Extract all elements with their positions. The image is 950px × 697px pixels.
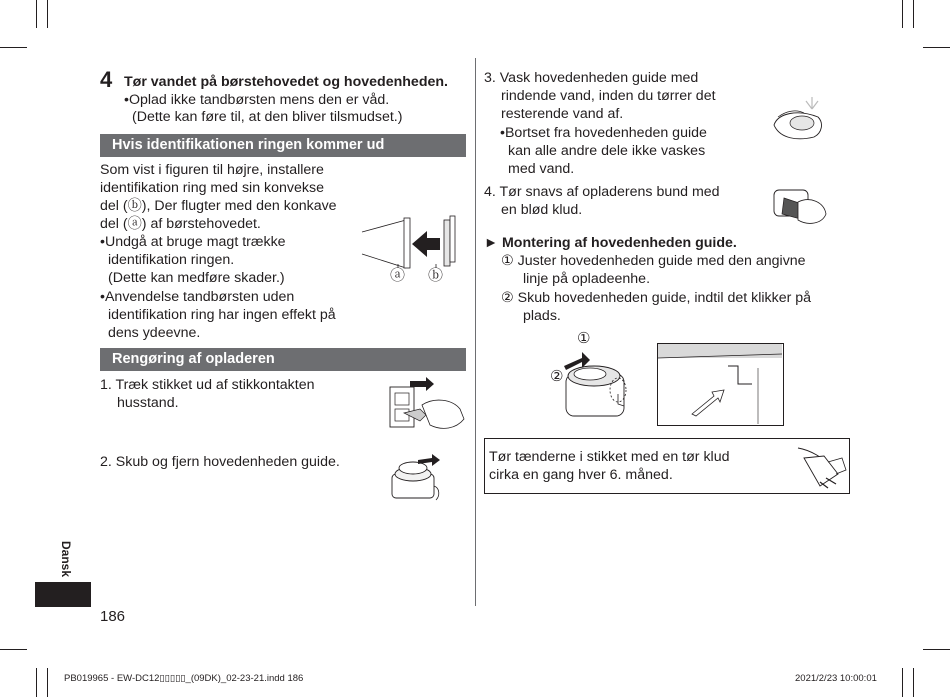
footer-timestamp: 2021/2/23 10:00:01 xyxy=(795,673,877,684)
step-line: en blød klud. xyxy=(501,202,583,218)
page-number: 186 xyxy=(100,608,126,625)
bullet-line: •Anvendelse tandbørsten uden xyxy=(100,289,295,305)
paragraph-line: del (ⓑ), Der flugter med den konkave xyxy=(100,198,337,214)
side-tab-label: Dansk xyxy=(59,541,73,578)
mount-title: ► Montering af hovedenheden guide. xyxy=(484,235,737,251)
step-line: 1. Træk stikket ud af stikkontakten xyxy=(100,377,315,393)
bullet-line: med vand. xyxy=(508,161,575,177)
crop-mark xyxy=(902,668,903,697)
bullet-line: identifikation ring har ingen effekt på xyxy=(108,307,336,323)
section-heading-charger: Rengøring af opladeren xyxy=(100,348,466,371)
footer-file: PB019965 - EW-DC12▯▯▯▯▯_(09DK)_02-23-21.indd 186 xyxy=(64,673,304,684)
bullet-line: identifikation ringen. xyxy=(108,252,235,268)
step-line: rindende vand, inden du tørrer det xyxy=(501,88,716,104)
step-number: 4 xyxy=(100,67,113,92)
plug-wipe-illustration xyxy=(790,440,848,492)
crop-mark xyxy=(913,0,914,28)
bullet-line: •Undgå at bruge magt trække xyxy=(100,234,286,250)
step-bullet: •Oplad ikke tandbørsten mens den er våd. xyxy=(124,92,390,108)
paragraph-line: del (ⓐ) af børstehovedet. xyxy=(100,216,261,232)
label-a: ⓐ xyxy=(390,267,406,284)
bullet-line: •Bortset fra hovedenheden guide xyxy=(500,125,707,141)
wash-illustration xyxy=(768,95,830,145)
figure-label-2: ② xyxy=(550,368,564,385)
label-b: ⓑ xyxy=(428,267,444,284)
crop-mark xyxy=(36,668,37,697)
crop-mark xyxy=(0,649,27,650)
tip-line: cirka en gang hver 6. måned. xyxy=(489,467,673,483)
column-divider xyxy=(475,58,476,606)
step-line: 4. Tør snavs af opladerens bund med xyxy=(484,184,720,200)
bullet-line: kan alle andre dele ikke vaskes xyxy=(508,143,706,159)
paragraph-line: Som vist i figuren til højre, installere xyxy=(100,162,324,178)
step-line: resterende vand af. xyxy=(501,106,624,122)
bullet-line: dens ydeevne. xyxy=(108,325,201,341)
tip-line: Tør tænderne i stikket med en tør klud xyxy=(489,449,730,465)
mount-illustration xyxy=(560,344,640,424)
step-bullet-continued: (Dette kan føre til, at den bliver tilsmudset.) xyxy=(132,109,403,125)
id-ring-illustration xyxy=(360,212,470,282)
crop-mark xyxy=(47,668,48,697)
crop-mark xyxy=(902,0,903,28)
crop-mark xyxy=(36,0,37,28)
step-title: Tør vandet på børstehovedet og hovedenheden. xyxy=(124,74,448,90)
crop-mark xyxy=(923,649,950,650)
crop-mark xyxy=(913,668,914,697)
mount-step: ① Juster hovedenheden guide med den angivne xyxy=(501,253,806,269)
mount-step: ② Skub hovedenheden guide, indtil det klikker på xyxy=(501,290,812,306)
mount-step: linje på opladeenhe. xyxy=(523,271,651,287)
crop-mark xyxy=(0,47,27,48)
mount-detail-illustration xyxy=(658,344,782,424)
mount-step: plads. xyxy=(523,308,561,324)
crop-mark xyxy=(923,47,950,48)
side-tab-block xyxy=(35,582,91,607)
figure-label-1: ① xyxy=(577,330,591,347)
step-line: 3. Vask hovedenheden guide med xyxy=(484,70,699,86)
remove-guide-illustration xyxy=(388,452,448,502)
wipe-illustration xyxy=(768,180,830,230)
step-line: husstand. xyxy=(117,395,179,411)
section-heading-id-ring: Hvis identifikationen ringen kommer ud xyxy=(100,134,466,157)
paragraph-line: identifikation ring med sin konvekse xyxy=(100,180,324,196)
step-line: 2. Skub og fjern hovedenheden guide. xyxy=(100,454,340,470)
unplug-illustration xyxy=(386,375,466,435)
bullet-line: (Dette kan medføre skader.) xyxy=(108,270,285,286)
crop-mark xyxy=(47,0,48,28)
